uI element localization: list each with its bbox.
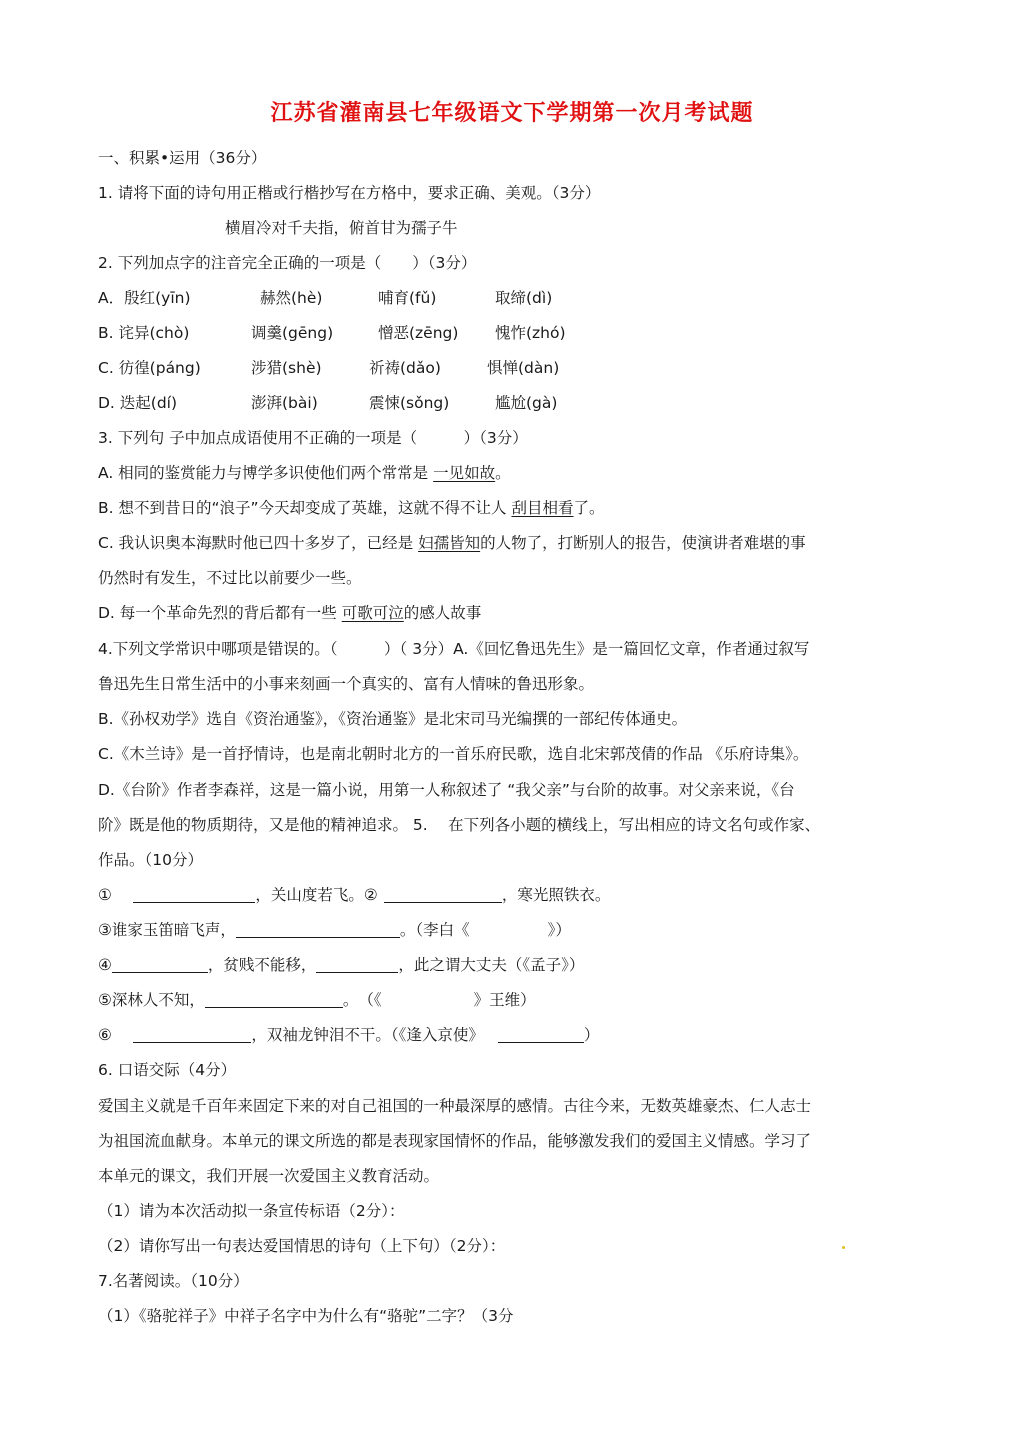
item-text: ⑤深林人不知， [98,991,205,1009]
option-word: 取缔(dì) [495,289,553,307]
option-text: A. 相同的鉴赏能力与博学多识使他们两个常常是 [98,464,434,482]
item-text: ⑥ [98,1026,128,1044]
item-text: ③谁家玉笛暗飞声， [98,921,236,939]
item-text: 。（李白《 [399,921,470,939]
q6-subquestion-2: （2）请你写出一句表达爱国情思的诗句（上下句）（2分）： [98,1237,506,1255]
answer-blank[interactable] [236,921,400,938]
option-word: C. 彷徨(páng) [98,359,201,377]
option-word: 震悚(sǒng) [369,394,450,412]
option-word: 惧惮(dàn) [487,359,560,377]
q5-item-1 [98,885,610,905]
option-text: 。 [495,464,511,482]
q3-option-c-cont: 仍然时有发生，不过比以前要少一些。 [98,569,362,587]
q4-line-2: 鲁迅先生日常生活中的小事来刻画一个真实的、富有人情味的鲁迅形象。 [98,675,595,693]
q3-option-c [98,533,806,553]
item-text: ④ [98,956,112,974]
q5-item-3 [98,920,571,940]
option-text: B. 想不到昔日的“浪子”今天却变成了英雄，这就不得不让人 [98,499,512,517]
option-word: 调羹(gēng) [251,324,334,342]
answer-blank[interactable] [112,956,208,973]
option-word: A．殷红(yīn) [98,289,191,307]
q4-line-1: 4.下列文学常识中哪项是错误的。（ ）（ 3分）A.《回忆鲁迅先生》是一篇回忆文章，作者通过叙写 [98,640,810,658]
idiom-underlined: 可歌可泣 [341,604,404,622]
option-text: D. 每一个革命先烈的背后都有一些 [98,604,342,622]
q1-prompt: 1. 请将下面的诗句用正楷或行楷抄写在方格中，要求正确、美观。（3分） [98,184,601,202]
q4-option-b: B.《孙权劝学》选自《资治通鉴》，《资治通鉴》是北宋司马光编撰的一部纪传体通史。 [98,710,688,728]
q4-option-d-1: D.《台阶》作者李森祥，这是一篇小说，用第一人称叙述了 “我父亲”与台阶的故事。对父亲来说，《台 [98,781,795,799]
q3-option-b [98,498,605,518]
q5-item-5 [98,990,536,1010]
idiom-underlined: 刮目相看 [511,499,574,517]
q6-prompt: 6. 口语交际（4分） [98,1061,237,1079]
item-text: ① [98,886,128,904]
idiom-underlined: 一见如故 [433,464,496,482]
option-text: 了。 [573,499,605,517]
option-word: D. 迭起(dí) [98,394,178,412]
q6-paragraph-3: 本单元的课文，我们开展一次爱国主义教育活动。 [98,1167,440,1185]
item-text: ，贫贱不能移， [207,956,317,974]
q6-subquestion-1: （1）请为本次活动拟一条宣传标语（2分）： [98,1202,405,1220]
q5-item-6 [98,1025,599,1045]
item-text: 。 （《 [342,991,382,1009]
answer-blank[interactable] [133,886,255,903]
option-word: 哺育(fǔ) [378,289,437,307]
q6-paragraph-1: 爱国主义就是千百年来固定下来的对自己祖国的一种最深厚的感情。古往今来，无数英雄豪杰、仁人志士 [98,1097,812,1115]
page-title: 江苏省灌南县七年级语文下学期第一次月考试题 [270,100,754,126]
q3-option-d [98,603,481,623]
item-text: ） [583,1026,600,1044]
item-text: ，双袖龙钟泪不干。（《逢入京使》 [251,1026,484,1044]
item-text: ，此之谓大丈夫（《孟子》） [398,956,585,974]
answer-blank[interactable] [498,1026,584,1043]
item-text: ，关山度若飞。② [255,886,378,904]
option-word: 赫然(hè) [260,289,323,307]
section-heading: 一、积累•运用（36分） [98,149,267,167]
q3-option-a [98,463,511,483]
option-word: 祈祷(dǎo) [369,359,441,377]
q6-paragraph-2: 为祖国流血献身。本单元的课文所选的都是表现家国情怀的作品，能够激发我们的爱国主义情感。学习了 [98,1132,812,1150]
q1-poem: 横眉冷对千夫指，俯首甘为孺子牛 [225,219,458,237]
q2-prompt: 2. 下列加点字的注音完全正确的一项是（ ）（3分） [98,254,477,272]
q7-prompt: 7.名著阅读。（10分） [98,1272,249,1290]
answer-blank[interactable] [133,1026,251,1043]
option-text: 的人物了，打断别人的报告，使演讲者难堪的事 [480,534,806,552]
q5-item-4 [98,955,584,975]
item-text: 》） [547,921,571,939]
item-text: ，寒光照铁衣。 [501,886,611,904]
q4-option-c: C.《木兰诗》是一首抒情诗，也是南北朝时北方的一首乐府民歌，选自北宋郭茂倩的作品 《乐府诗集》。 [98,745,809,763]
option-text: 的感人故事 [403,604,482,622]
option-word: 尴尬(gà) [495,394,558,412]
option-word: 愧怍(zhó) [495,324,566,342]
item-text: 》王维） [473,991,536,1009]
option-word: B. 诧异(chò) [98,324,190,342]
q7-subquestion-1: （1）《骆驼祥子》中祥子名字中为什么有“骆驼”二字？（3分 [98,1307,514,1325]
q5-intro: 作品。（10分） [98,851,203,869]
q4-option-d-2: 阶》既是他的物质期待，又是他的精神追求。 5. 在下列各小题的横线上，写出相应的诗文名句或作家、 [98,816,821,834]
option-text: C. 我认识奥本海默时他已四十多岁了，已经是 [98,534,419,552]
answer-blank[interactable] [384,886,502,903]
q3-prompt: 3. 下列句 子中加点成语使用不正确的一项是（ ）（3分） [98,429,528,447]
option-word: 涉猎(shè) [251,359,322,377]
answer-blank[interactable] [316,956,398,973]
option-word: 澎湃(bài) [251,394,318,412]
idiom-underlined: 妇孺皆知 [418,534,481,552]
answer-blank[interactable] [205,991,343,1008]
option-word: 憎恶(zēng) [378,324,459,342]
stray-mark [842,1246,845,1249]
